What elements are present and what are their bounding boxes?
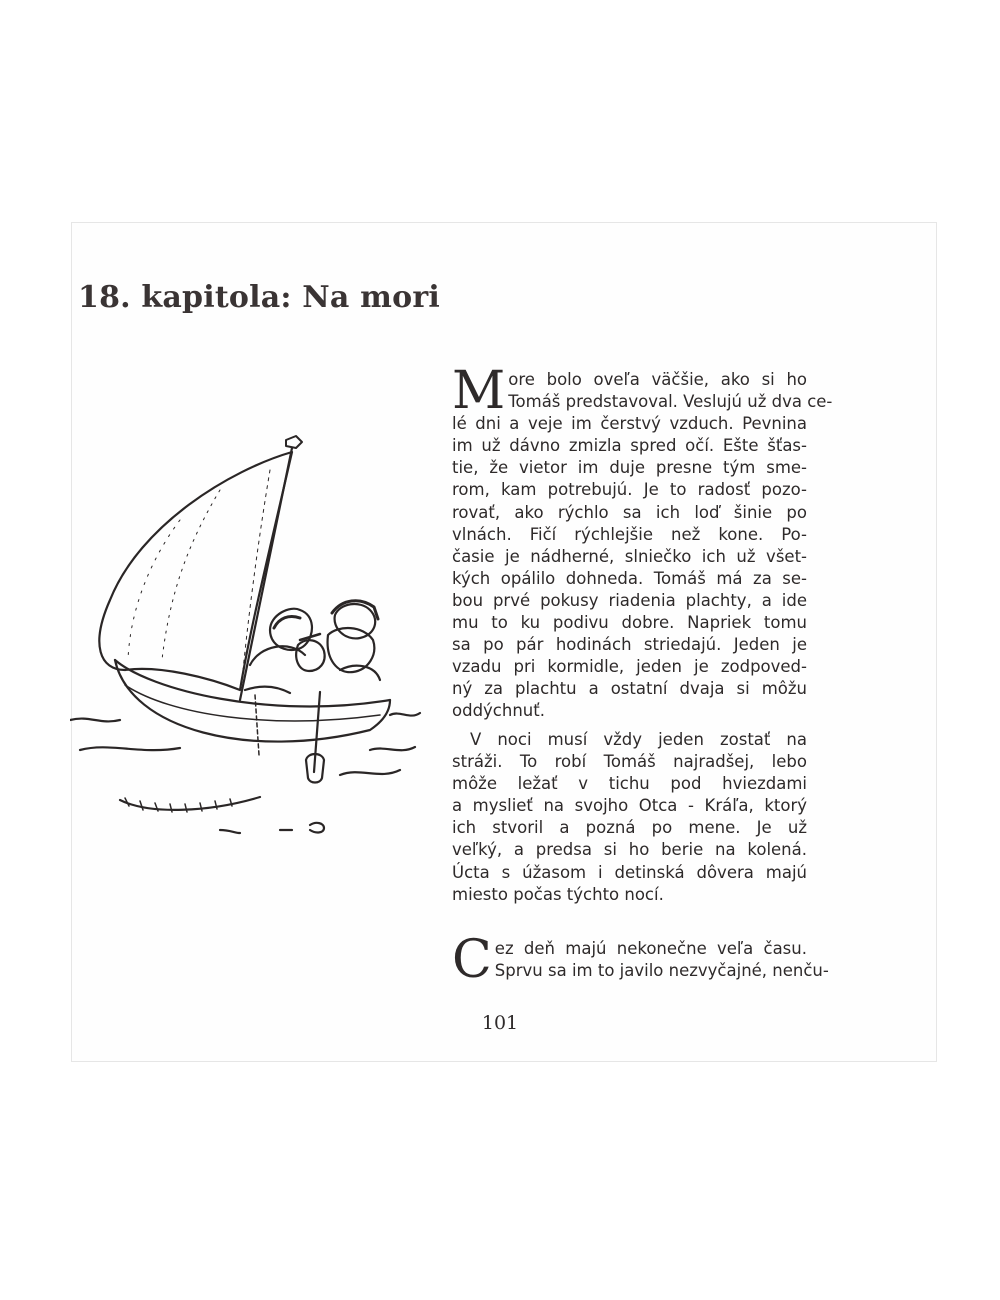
text-line: kých opálilo dohneda. Tomáš má za se-	[452, 568, 807, 588]
text-line: ore bolo oveľa väčšie, ako si ho	[508, 370, 807, 389]
text-line: sa po pár hodinách striedajú. Jeden je	[452, 635, 807, 655]
text-line: rovať, ako rýchlo sa ich loď šinie po	[452, 502, 807, 522]
text-line: oddýchnuť.	[452, 701, 545, 721]
text-line: ich stvoril a pozná po mene. Je už	[452, 818, 807, 838]
text-line: ný za plachtu a ostatní dvaja si môžu	[452, 679, 807, 699]
paragraph-1	[452, 361, 833, 723]
dropcap-m: M	[452, 361, 506, 421]
paragraph-2	[452, 729, 807, 906]
dropcap-c: C	[452, 930, 492, 990]
text-line: vlnách. Fičí rýchlejšie než kone. Po-	[452, 524, 807, 544]
text-line: stráži. To robí Tomáš najradšej, lebo	[452, 752, 807, 772]
text-line: im už dávno zmizla spred očí. Ešte šťas-	[452, 436, 807, 456]
text-line: V noci musí vždy jeden zostať na	[470, 730, 807, 749]
text-line: mu to ku podivu dobre. Napriek tomu	[452, 613, 807, 633]
text-line: rom, kam potrebujú. Je to radosť pozo-	[452, 480, 807, 500]
text-line: miesto počas týchto nocí.	[452, 884, 664, 904]
text-line: lé dni a veje im čerstvý vzduch. Pevnina	[452, 414, 807, 434]
text-line: bou prvé pokusy riadenia plachty, a ide	[452, 590, 807, 610]
text-line: môže ležať v tichu pod hviezdami	[452, 774, 807, 794]
text-line: a myslieť na svojho Otca - Kráľa, ktorý	[452, 796, 807, 816]
text-line: veľký, a predsa si ho berie na kolená.	[452, 840, 807, 860]
text-line: Úcta s úžasom i detinská dôvera majú	[452, 862, 807, 882]
text-line: Sprvu sa im to javilo nezvyčajné, nenču-	[494, 961, 829, 981]
text-line: časie je nádherné, slniečko ich už všet-	[452, 546, 807, 566]
page-number: 101	[481, 1012, 519, 1034]
text-line: ez deň majú nekonečne veľa času.	[494, 939, 807, 958]
text-line: tie, že vietor im duje presne tým sme-	[452, 458, 807, 478]
chapter-title: 18. kapitola: Na mori	[78, 280, 440, 315]
sailboat-illustration	[70, 430, 430, 860]
text-line: vzadu pri kormidle, jeden je zodpoved-	[452, 657, 807, 677]
paragraph-3	[452, 930, 829, 990]
text-line: Tomáš predstavoval. Veslujú už dva ce-	[508, 392, 833, 412]
